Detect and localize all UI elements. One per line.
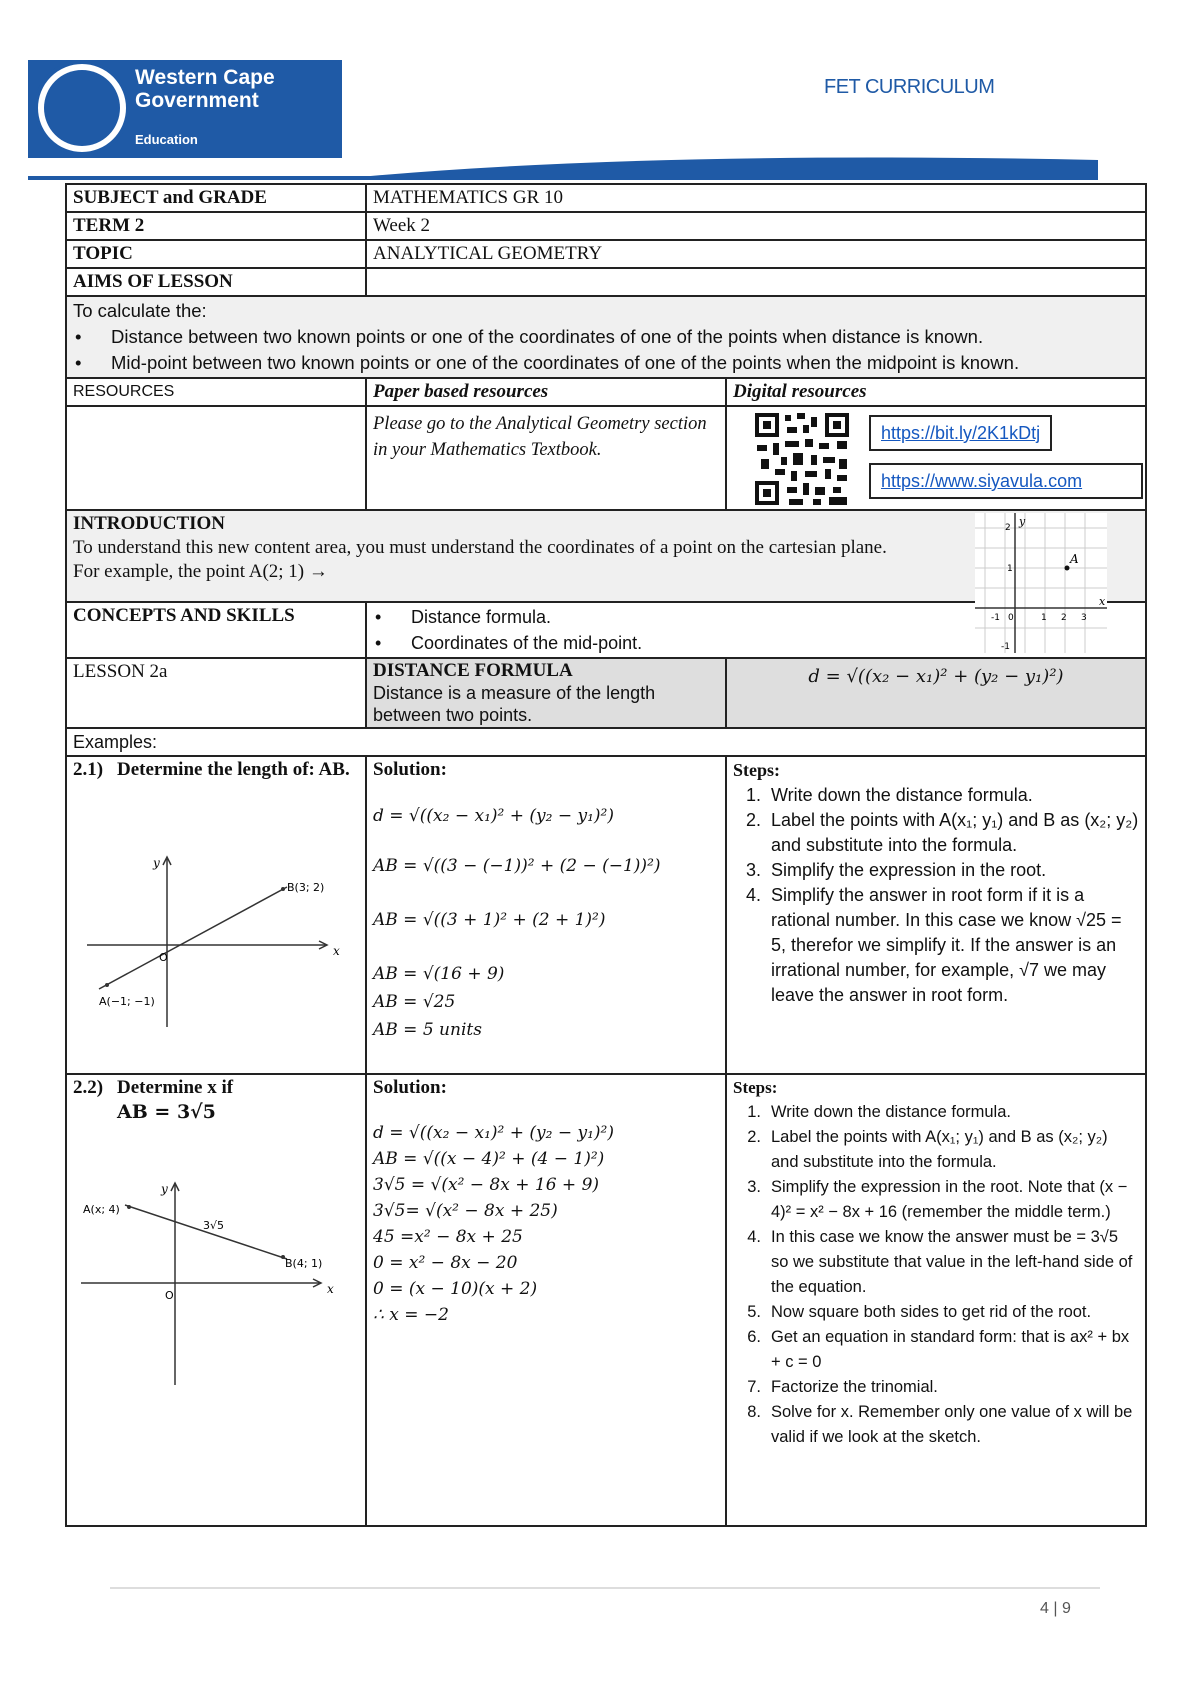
crest-icon [44, 70, 120, 146]
step-item: 1. Write down the distance formula. [745, 785, 1033, 805]
aim-item: • Distance between two known points or one of the coordinates of one of the points when distance is known. [73, 324, 1139, 350]
logo-text: Western Cape Government [135, 66, 275, 112]
subject-row [66, 184, 1146, 212]
solution-line: AB = √((3 + 1)² + (2 + 1)²) [373, 910, 606, 930]
concept-item: • Coordinates of the mid-point. [373, 630, 933, 656]
intro-point-label: A [1070, 552, 1079, 566]
svg-text:-1: -1 [991, 613, 1000, 623]
solution-line: AB = √25 [373, 992, 456, 1012]
paper-resources-text: Please go to the Analytical Geometry section in your Mathematics Textbook. [366, 406, 726, 510]
page-number: 4 | 9 [1040, 1600, 1071, 1617]
topic-label: TOPIC [66, 240, 366, 268]
example-2-graph [77, 1171, 357, 1391]
step-item: 2. Label the points with A(x₁; y₁) and B as (x₂; y₂) and substitute into the formula. [745, 810, 1139, 855]
siyavula-link[interactable]: https://www.siyavula.com [869, 463, 1143, 499]
step-item: 8. Solve for x. Remember only one value of x will be valid if we look at the sketch. [747, 1403, 1133, 1446]
introduction-row [66, 510, 1146, 602]
introduction-text: To understand this new content area, you must understand the coordinates of a point on the cartesian plane. For example, the point A(2; 1) → [73, 537, 887, 582]
svg-text:2: 2 [1061, 613, 1067, 623]
solution-line: 0 = x² − 8x − 20 [373, 1253, 518, 1273]
solution-line: AB = √(16 + 9) [373, 964, 505, 984]
step-item: 1. Write down the distance formula. [747, 1103, 1011, 1121]
example-1-graph [87, 849, 357, 1029]
aims-row [66, 268, 1146, 296]
example-2-steps-label: Steps: [733, 1078, 778, 1097]
resources-row [66, 406, 1146, 510]
example-2-question: 2.2) Determine x if [73, 1077, 234, 1098]
solution-line: AB = 5 units [373, 1020, 482, 1040]
resources-empty [66, 406, 366, 510]
header-swoosh [28, 150, 1098, 180]
subject-label: SUBJECT and GRADE [66, 184, 366, 212]
step-item: 6. Get an equation in standard form: that is ax² + bx + c = 0 [747, 1328, 1130, 1371]
example-1-question: 2.1) Determine the length of: AB. [73, 759, 350, 780]
digital-resources-label: Digital resources [726, 378, 1146, 406]
example-1-row [66, 756, 1146, 1074]
svg-text:x: x [333, 944, 340, 958]
examples-label: Examples: [66, 728, 1146, 756]
term-value: Week 2 [366, 212, 1146, 240]
point-a-label: A(−1; −1) [99, 995, 155, 1008]
example-1-solution-label: Solution: [373, 759, 447, 780]
aims-intro: To calculate the: [73, 300, 207, 321]
footer-divider [110, 1587, 1100, 1589]
step-item: 2. Label the points with A(x₁; y₁) and B as (x₂; y₂) and substitute into the formula. [747, 1128, 1108, 1171]
resources-header-row [66, 378, 1146, 406]
paper-resources-label: Paper based resources [366, 378, 726, 406]
svg-text:1: 1 [1041, 613, 1047, 623]
svg-text:x: x [1099, 595, 1106, 608]
curriculum-label: FET CURRICULUM [824, 76, 995, 98]
term-row [66, 212, 1146, 240]
topic-value: ANALYTICAL GEOMETRY [366, 240, 1146, 268]
qr-code-icon [753, 411, 851, 507]
step-item: 4. Simplify the answer in root form if it is a rational number. In this case we know √25 = 5, therefor we simplify it. If the answer is an irrational number, for example, √7 we may leave the answer in root form. [745, 885, 1122, 1005]
solution-line: d = √((x₂ − x₁)² + (y₂ − y₁)²) [373, 806, 614, 826]
topic-row [66, 240, 1146, 268]
examples-label-row [66, 728, 1146, 756]
aim-item: • Mid-point between two known points or one of the coordinates of one of the points when the midpoint is known. [73, 350, 1139, 376]
bitly-link[interactable]: https://bit.ly/2K1kDtj [869, 415, 1052, 451]
example-2-question-value: AB = 3√5 [117, 1101, 216, 1123]
example-2-solution-label: Solution: [373, 1077, 447, 1098]
svg-text:x: x [327, 1282, 334, 1296]
step-item: 5. Now square both sides to get rid of the root. [747, 1303, 1092, 1321]
aims-empty [366, 268, 1146, 296]
svg-text:O: O [165, 1289, 174, 1302]
example-1-steps-label: Steps: [733, 760, 781, 780]
svg-text:y: y [153, 856, 160, 870]
svg-text:0: 0 [1008, 613, 1014, 623]
solution-line: 0 = (x − 10)(x + 2) [373, 1279, 538, 1299]
step-item: 4. In this case we know the answer must be = 3√5 so we substitute that value in the left-hand side of the equation. [747, 1228, 1133, 1296]
lesson-title: DISTANCE FORMULA [373, 660, 573, 681]
introduction-title: INTRODUCTION [73, 513, 226, 534]
solution-line: 3√5 = √(x² − 8x + 16 + 9) [373, 1175, 600, 1195]
lesson-label: LESSON 2a [66, 658, 366, 728]
solution-line: 45 =x² − 8x + 25 [373, 1227, 523, 1247]
solution-line: d = √((x₂ − x₁)² + (y₂ − y₁)²) [373, 1123, 614, 1143]
solution-line: ∴ x = −2 [373, 1305, 449, 1325]
svg-text:1: 1 [1007, 564, 1013, 574]
svg-text:-1: -1 [1001, 642, 1010, 652]
svg-text:y: y [161, 1182, 168, 1196]
example-2-row [66, 1074, 1146, 1526]
svg-text:3: 3 [1081, 613, 1087, 623]
intro-grid-graph [975, 513, 1107, 653]
digital-resources-cell [726, 406, 1146, 510]
solution-line: AB = √((x − 4)² + (4 − 1)²) [373, 1149, 605, 1169]
svg-text:2: 2 [1005, 523, 1011, 533]
logo-subtext: Education [135, 132, 198, 147]
svg-text:y: y [1019, 515, 1026, 528]
lesson-row [66, 658, 1146, 728]
subject-value: MATHEMATICS GR 10 [366, 184, 1146, 212]
distance-formula: d = √((x₂ − x₁)² + (y₂ − y₁)²) [726, 658, 1146, 728]
point-b-label: B(3; 2) [287, 881, 325, 894]
point-a-label: A(x; 4) [83, 1203, 120, 1216]
step-item: 3. Simplify the expression in the root. Note that (x − 4)² = x² − 8x + 16 (remember the middle term.) [747, 1178, 1128, 1221]
step-item: 7. Factorize the trinomial. [747, 1378, 938, 1396]
step-item: 3. Simplify the expression in the root. [745, 860, 1047, 880]
term-label: TERM 2 [66, 212, 366, 240]
aims-label: AIMS OF LESSON [66, 268, 366, 296]
aims-content-row [66, 296, 1146, 378]
length-label: 3√5 [203, 1219, 225, 1232]
lesson-description: Distance is a measure of the length between two points. [373, 683, 656, 725]
lesson-table [65, 183, 1147, 1527]
resources-label: RESOURCES [66, 378, 366, 406]
concepts-label: CONCEPTS AND SKILLS [66, 602, 366, 658]
concept-item: • Distance formula. [373, 604, 933, 630]
aims-content [66, 296, 1146, 378]
point-b-label: B(4; 1) [285, 1257, 323, 1270]
svg-text:O: O [159, 951, 168, 964]
solution-line: AB = √((3 − (−1))² + (2 − (−1))²) [373, 856, 661, 876]
solution-line: 3√5= √(x² − 8x + 25) [373, 1201, 558, 1221]
